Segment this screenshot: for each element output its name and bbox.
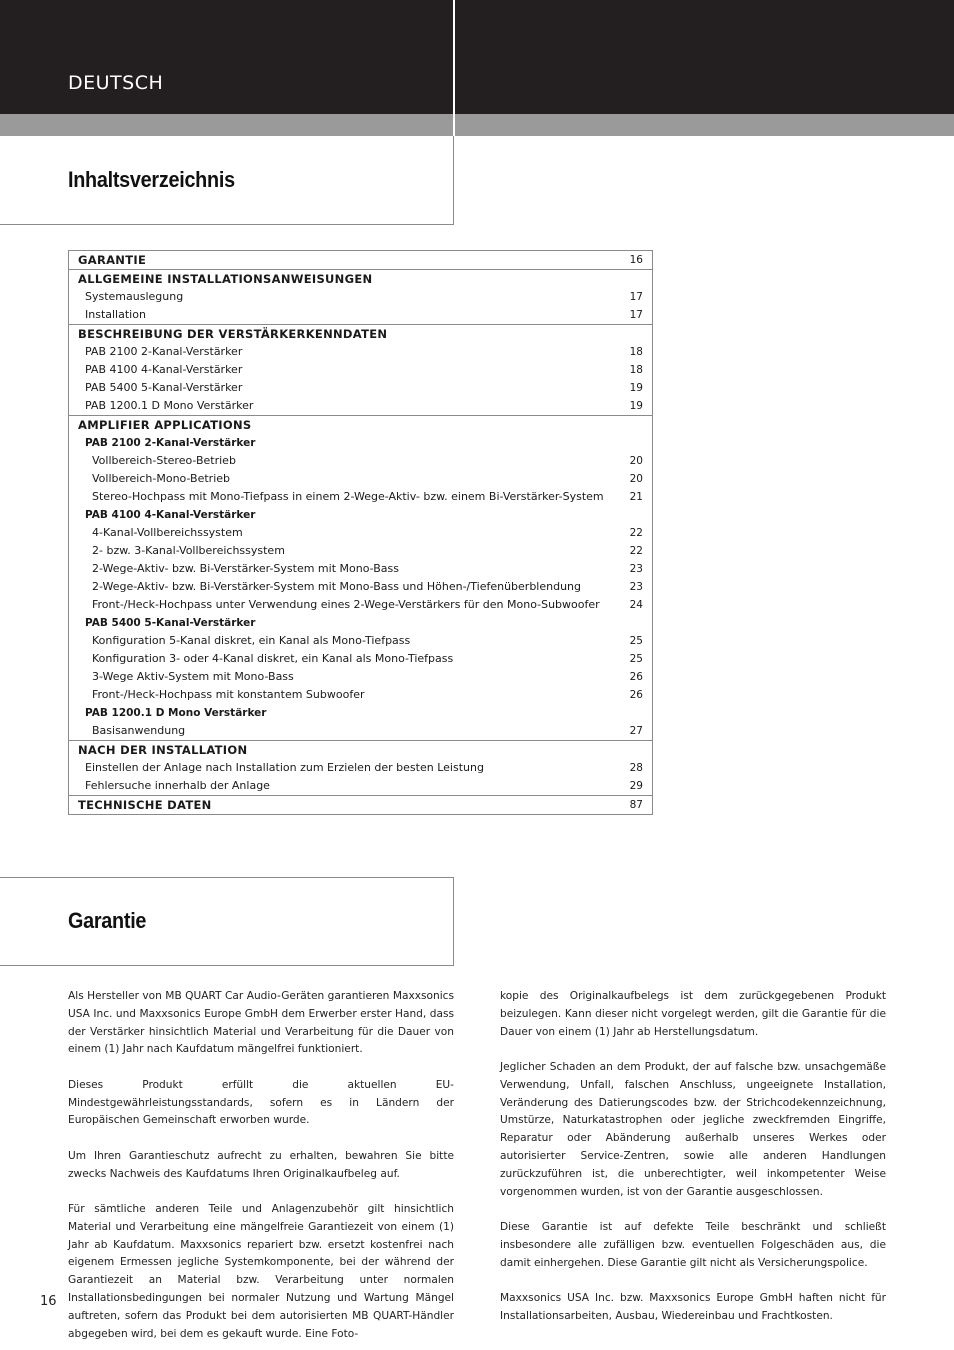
- toc-entry[interactable]: [69, 506, 652, 524]
- toc-entry-page: 19: [629, 400, 643, 412]
- toc-entry-label: PAB 4100 4-Kanal-Verstärker: [85, 363, 243, 376]
- toc-entry[interactable]: [69, 632, 652, 650]
- toc-entry-label: PAB 1200.1 D Mono Verstärker: [85, 399, 254, 412]
- toc-entry-page: 26: [629, 689, 643, 701]
- toc-entry-label: PAB 5400 5-Kanal-Verstärker: [85, 617, 256, 629]
- toc-entry[interactable]: [69, 488, 652, 506]
- toc-entry[interactable]: [69, 650, 652, 668]
- toc-entry-label: Stereo-Hochpass mit Mono-Tiefpass in einem 2-Wege-Aktiv- bzw. einem Bi-Verstärker-System: [92, 490, 604, 503]
- warranty-title: Garantie: [68, 908, 147, 933]
- toc-entry-label: Vollbereich-Mono-Betrieb: [92, 472, 231, 485]
- warranty-paragraph: Diese Garantie ist auf defekte Teile beschränkt und schließt insbesondere alle zufälligen bzw. eventuellen Folgeschäden aus, die damit einhergehen. Diese Garantie gilt nicht als Versicherungspolice.: [500, 1220, 886, 1269]
- toc-entry[interactable]: [69, 524, 652, 542]
- toc-entry[interactable]: [69, 397, 652, 415]
- toc-entry-page: 20: [629, 473, 643, 485]
- toc-entry-page: 18: [629, 346, 643, 358]
- toc-entry-label: Einstellen der Anlage nach Installation zum Erzielen der besten Leistung: [85, 761, 484, 774]
- toc-group: [69, 251, 652, 269]
- toc-entry[interactable]: [69, 796, 652, 814]
- toc-entry[interactable]: [69, 416, 652, 434]
- toc-entry[interactable]: [69, 470, 652, 488]
- header-dark-band: [0, 0, 954, 114]
- warranty-title-box: [0, 877, 454, 966]
- warranty-column-left: [68, 988, 454, 1350]
- toc-entry[interactable]: [69, 777, 652, 795]
- toc-entry[interactable]: [69, 704, 652, 722]
- toc-entry[interactable]: [69, 361, 652, 379]
- warranty-paragraph: Dieses Produkt erfüllt die aktuellen EU-Mindestgewährleistungsstandards, sofern es in Ländern der Europäischen Gemeinschaft erworben wurde.: [68, 1078, 454, 1127]
- toc-entry-label: Fehlersuche innerhalb der Anlage: [85, 779, 270, 792]
- toc-entry-label: Front-/Heck-Hochpass unter Verwendung eines 2-Wege-Verstärkers für den Mono-Subwoofer: [92, 598, 600, 611]
- toc-entry-label: Installation: [85, 308, 146, 321]
- warranty-paragraph: Jeglicher Schaden an dem Produkt, der auf falsche bzw. unsachgemäße Verwendung, Unfall, falschen Anschluss, ungeeignete Installation, Veränderung des Datierungscodes bzw. der Strichcodekennzeichnung, Umstürze, Naturkatastrophen oder jegliche zweckfremden Eingriffe, Reparatur oder Abänderung außerhalb unseres Werkes oder autorisierter Service-Zentren, sowie alle anderen Handlungen zurückzuführen ist, die unberechtigter, weil inkompetenter Weise vorgenommen wurden, ist von der Garantie ausgeschlossen.: [500, 1060, 886, 1198]
- toc-entry[interactable]: [69, 542, 652, 560]
- toc-entry-page: 25: [629, 653, 643, 665]
- toc-entry[interactable]: [69, 452, 652, 470]
- toc-entry[interactable]: [69, 741, 652, 759]
- toc-group: [69, 740, 652, 795]
- toc-entry[interactable]: [69, 306, 652, 324]
- toc-entry-label: Vollbereich-Stereo-Betrieb: [92, 454, 236, 467]
- toc-entry-label: Front-/Heck-Hochpass mit konstantem Subwoofer: [92, 688, 365, 701]
- warranty-column-right: [500, 988, 886, 1343]
- warranty-paragraph: Maxxsonics USA Inc. bzw. Maxxsonics Europe GmbH haften nicht für Installationsarbeiten, Ausbau, Wiedereinbau und Frachtkosten.: [500, 1291, 886, 1322]
- toc-entry[interactable]: [69, 596, 652, 614]
- toc-entry[interactable]: [69, 434, 652, 452]
- toc-entry-page: 24: [629, 599, 643, 611]
- warranty-paragraph: kopie des Originalkaufbelegs ist dem zurückgegebenen Produkt beizulegen. Kann dieser nicht vorgelegt werden, gilt die Garantie für die Dauer von einem (1) Jahr ab Herstellungsdatum.: [500, 990, 886, 1038]
- toc-entry-label: 2-Wege-Aktiv- bzw. Bi-Verstärker-System mit Mono-Bass und Höhen-/Tiefenüberblendung: [92, 580, 582, 593]
- toc-table: [68, 250, 653, 815]
- warranty-paragraph: Für sämtliche anderen Teile und Anlagenzubehör gilt hinsichtlich Material und Verarbeitung eine mängelfreie Garantiezeit von einem (1) Jahr ab Kaufdatum. Maxxsonics repariert bzw. ersetzt kostenfrei nach eigenem Ermessen jegliche Systemkomponente, bei der während der Garantiezeit an Material bzw. Verarbeitung unter normalen Installationsbedingungen bei normaler Nutzung und Wartung Mängel auftreten, sofern das Produkt bei dem autorisierten MB QUART-Händler abgegeben wird, bei dem es gekauft wurde. Eine Foto-: [68, 1202, 454, 1340]
- toc-entry[interactable]: [69, 722, 652, 740]
- toc-entry-label: NACH DER INSTALLATION: [78, 743, 248, 757]
- toc-group: [69, 795, 652, 814]
- toc-entry-page: 29: [629, 780, 643, 792]
- toc-entry[interactable]: [69, 343, 652, 361]
- toc-entry[interactable]: [69, 668, 652, 686]
- toc-entry-page: 22: [629, 527, 643, 539]
- toc-entry-page: 27: [629, 725, 643, 737]
- toc-entry-page: 18: [629, 364, 643, 376]
- language-label: DEUTSCH: [68, 72, 164, 94]
- toc-entry-page: 23: [629, 581, 643, 593]
- toc-entry-page: 19: [629, 382, 643, 394]
- toc-entry-page: 28: [629, 762, 643, 774]
- toc-title-box: [0, 136, 454, 225]
- header-gray-band: [0, 114, 954, 136]
- toc-group: [69, 269, 652, 324]
- toc-entry-page: 23: [629, 563, 643, 575]
- header-divider: [453, 0, 455, 136]
- toc-entry-label: 3-Wege Aktiv-System mit Mono-Bass: [92, 670, 294, 683]
- toc-group: [69, 324, 652, 415]
- toc-entry-label: AMPLIFIER APPLICATIONS: [78, 418, 252, 432]
- toc-entry[interactable]: [69, 270, 652, 288]
- toc-group: [69, 415, 652, 740]
- toc-entry-label: GARANTIE: [78, 253, 147, 267]
- toc-entry[interactable]: [69, 614, 652, 632]
- page-number: 16: [40, 1294, 57, 1309]
- toc-entry[interactable]: [69, 578, 652, 596]
- toc-entry-label: Basisanwendung: [92, 724, 186, 737]
- toc-entry-page: 17: [629, 291, 643, 303]
- toc-entry-label: ALLGEMEINE INSTALLATIONSANWEISUNGEN: [78, 272, 373, 286]
- toc-entry-label: PAB 5400 5-Kanal-Verstärker: [85, 381, 243, 394]
- toc-entry-label: PAB 2100 2-Kanal-Verstärker: [85, 345, 243, 358]
- toc-entry-label: 2-Wege-Aktiv- bzw. Bi-Verstärker-System mit Mono-Bass: [92, 562, 399, 575]
- toc-entry-label: PAB 4100 4-Kanal-Verstärker: [85, 509, 256, 521]
- toc-entry-label: Konfiguration 3- oder 4-Kanal diskret, ein Kanal als Mono-Tiefpass: [92, 652, 454, 665]
- toc-entry-page: 17: [629, 309, 643, 321]
- toc-entry[interactable]: [69, 759, 652, 777]
- toc-entry-label: Systemauslegung: [85, 290, 184, 303]
- warranty-paragraph: Als Hersteller von MB QUART Car Audio-Geräten garantieren Maxxsonics USA Inc. und Maxxsonics Europe GmbH dem Erwerber erster Hand, dass der Verstärker hinsichtlich Material und Verarbeitung für die Dauer von einem (1) Jahr nach Kaufdatum mängelfrei funktioniert.: [68, 990, 454, 1056]
- toc-entry-page: 21: [629, 491, 643, 503]
- toc-entry-page: 87: [629, 799, 643, 811]
- toc-entry-page: 22: [629, 545, 643, 557]
- toc-entry-label: TECHNISCHE DATEN: [78, 798, 212, 812]
- toc-entry[interactable]: [69, 379, 652, 397]
- toc-entry[interactable]: [69, 251, 652, 269]
- toc-entry-page: 25: [629, 635, 643, 647]
- toc-entry-page: 26: [629, 671, 643, 683]
- toc-entry-label: PAB 2100 2-Kanal-Verstärker: [85, 437, 256, 449]
- toc-entry[interactable]: [69, 686, 652, 704]
- toc-entry-label: 2- bzw. 3-Kanal-Vollbereichssystem: [92, 544, 285, 557]
- toc-entry-page: 20: [629, 455, 643, 467]
- toc-entry[interactable]: [69, 325, 652, 343]
- warranty-paragraph: Um Ihren Garantieschutz aufrecht zu erhalten, bewahren Sie bitte zwecks Nachweis des Kaufdatums Ihren Originalkaufbeleg auf.: [68, 1149, 454, 1180]
- toc-entry-label: Konfiguration 5-Kanal diskret, ein Kanal als Mono-Tiefpass: [92, 634, 411, 647]
- toc-entry-label: PAB 1200.1 D Mono Verstärker: [85, 707, 267, 719]
- toc-entry[interactable]: [69, 288, 652, 306]
- toc-entry-label: BESCHREIBUNG DER VERSTÄRKERKENNDATEN: [78, 327, 388, 341]
- toc-entry-page: 16: [629, 254, 643, 266]
- toc-entry[interactable]: [69, 560, 652, 578]
- toc-title: Inhaltsverzeichnis: [68, 167, 235, 192]
- toc-entry-label: 4-Kanal-Vollbereichssystem: [92, 526, 243, 539]
